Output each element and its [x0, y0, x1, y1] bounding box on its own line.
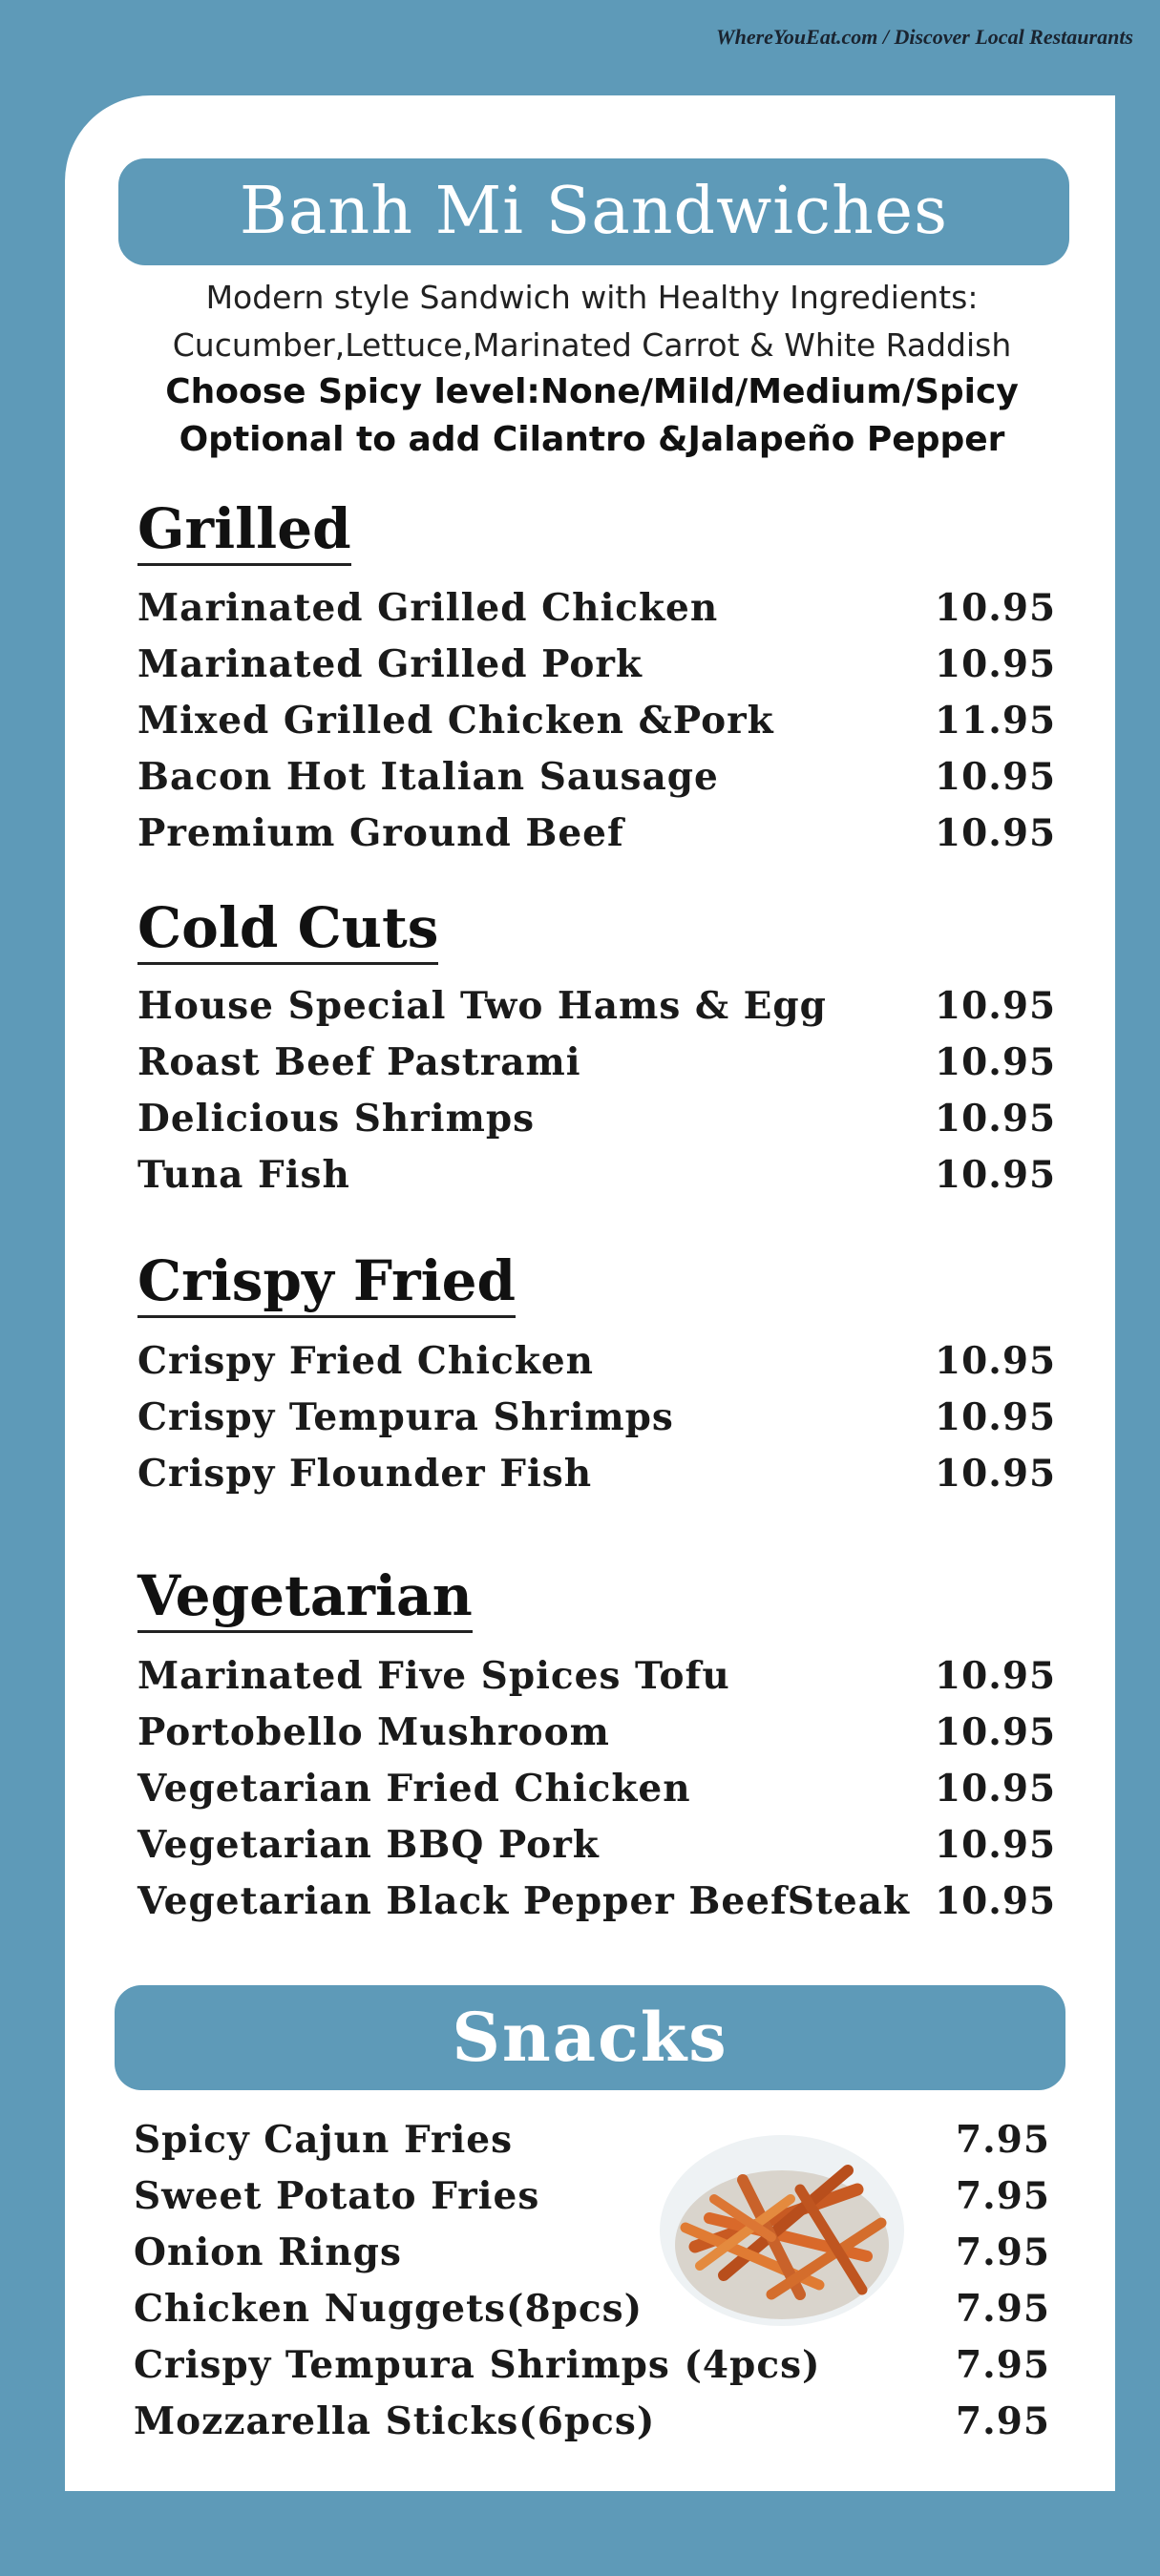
menu-item[interactable] [137, 1761, 1057, 1817]
item-price: 10.95 [935, 755, 1057, 799]
menu-item[interactable] [134, 2168, 1050, 2225]
menu-item[interactable] [137, 1648, 1057, 1705]
item-price: 10.95 [935, 984, 1057, 1028]
item-price: 10.95 [935, 1767, 1057, 1811]
menu-item[interactable] [137, 580, 1057, 637]
menu-item[interactable] [137, 1390, 1057, 1446]
section-title-crispy-fried: Crispy Fried [137, 1248, 516, 1318]
item-price: 7.95 [956, 2174, 1050, 2218]
menu-item[interactable] [137, 1705, 1057, 1761]
item-name: Premium Ground Beef [137, 811, 624, 855]
menu-item[interactable] [137, 978, 1057, 1035]
item-name: Vegetarian BBQ Pork [137, 1823, 600, 1867]
item-price: 7.95 [956, 2118, 1050, 2162]
item-price: 10.95 [935, 1153, 1057, 1197]
menu-item[interactable] [137, 1817, 1057, 1874]
menu-item[interactable] [137, 1874, 1057, 1930]
intro-line-3: Choose Spicy level:None/Mild/Medium/Spicy [165, 372, 1019, 411]
item-name: Mixed Grilled Chicken &Pork [137, 699, 774, 743]
item-price: 10.95 [935, 1040, 1057, 1084]
item-price: 7.95 [956, 2343, 1050, 2387]
item-price: 7.95 [956, 2399, 1050, 2443]
item-name: Spicy Cajun Fries [134, 2118, 514, 2162]
item-name: Vegetarian Fried Chicken [137, 1767, 691, 1811]
sandwich-banner: Banh Mi Sandwiches [118, 158, 1069, 265]
item-name: Crispy Flounder Fish [137, 1452, 593, 1496]
menu-item[interactable] [134, 2281, 1050, 2337]
crispy-fried-list [137, 1333, 1057, 1502]
intro-line-2: Cucumber,Lettuce,Marinated Carrot & White Raddish [172, 326, 1012, 364]
section-title-grilled: Grilled [137, 496, 351, 566]
item-name: Crispy Tempura Shrimps [137, 1395, 674, 1439]
intro-line-4: Optional to add Cilantro &Jalapeño Pepper [179, 420, 1005, 459]
menu-item[interactable] [137, 1446, 1057, 1502]
fries-photo-icon [657, 2132, 907, 2329]
menu-item[interactable] [137, 1333, 1057, 1390]
site-credit[interactable]: WhereYouEat.com / Discover Local Restaurants [716, 25, 1133, 49]
item-name: Marinated Grilled Pork [137, 642, 643, 686]
menu-item[interactable] [134, 2394, 1050, 2450]
item-price: 7.95 [956, 2230, 1050, 2274]
menu-item[interactable] [134, 2225, 1050, 2281]
item-name: Marinated Grilled Chicken [137, 586, 719, 630]
item-name: Portobello Mushroom [137, 1710, 610, 1754]
grilled-list [137, 580, 1057, 862]
section-title-cold-cuts: Cold Cuts [137, 895, 438, 965]
item-name: Roast Beef Pastrami [137, 1040, 581, 1084]
menu-item[interactable] [137, 1035, 1057, 1091]
snacks-list [134, 2112, 1050, 2450]
section-title-vegetarian: Vegetarian [137, 1563, 473, 1633]
item-price: 10.95 [935, 1339, 1057, 1383]
item-price: 10.95 [935, 1395, 1057, 1439]
item-name: House Special Two Hams & Egg [137, 984, 827, 1028]
item-price: 10.95 [935, 1097, 1057, 1141]
item-price: 10.95 [935, 586, 1057, 630]
cold-cuts-list [137, 978, 1057, 1204]
menu-item[interactable] [137, 637, 1057, 693]
item-name: Crispy Tempura Shrimps (4pcs) [134, 2343, 821, 2387]
item-price: 10.95 [935, 1879, 1057, 1923]
item-name: Marinated Five Spices Tofu [137, 1654, 730, 1698]
item-price: 10.95 [935, 1654, 1057, 1698]
item-name: Delicious Shrimps [137, 1097, 536, 1141]
item-name: Chicken Nuggets(8pcs) [134, 2287, 643, 2331]
item-name: Tuna Fish [137, 1153, 350, 1197]
menu-item[interactable] [137, 749, 1057, 806]
item-price: 10.95 [935, 811, 1057, 855]
menu-item[interactable] [134, 2337, 1050, 2394]
item-name: Vegetarian Black Pepper BeefSteak [137, 1879, 911, 1923]
menu-item[interactable] [137, 1147, 1057, 1204]
item-name: Mozzarella Sticks(6pcs) [134, 2399, 656, 2443]
item-name: Sweet Potato Fries [134, 2174, 540, 2218]
item-price: 10.95 [935, 1710, 1057, 1754]
snacks-banner: Snacks [115, 1985, 1065, 2090]
item-price: 11.95 [935, 699, 1057, 743]
item-price: 7.95 [956, 2287, 1050, 2331]
item-name: Bacon Hot Italian Sausage [137, 755, 719, 799]
menu-item[interactable] [137, 806, 1057, 862]
menu-item[interactable] [137, 1091, 1057, 1147]
intro-line-1: Modern style Sandwich with Healthy Ingredients: [205, 279, 979, 316]
vegetarian-list [137, 1648, 1057, 1930]
menu-item[interactable] [137, 693, 1057, 749]
item-name: Crispy Fried Chicken [137, 1339, 595, 1383]
item-price: 10.95 [935, 642, 1057, 686]
menu-item[interactable] [134, 2112, 1050, 2168]
item-name: Onion Rings [134, 2230, 402, 2274]
item-price: 10.95 [935, 1452, 1057, 1496]
item-price: 10.95 [935, 1823, 1057, 1867]
